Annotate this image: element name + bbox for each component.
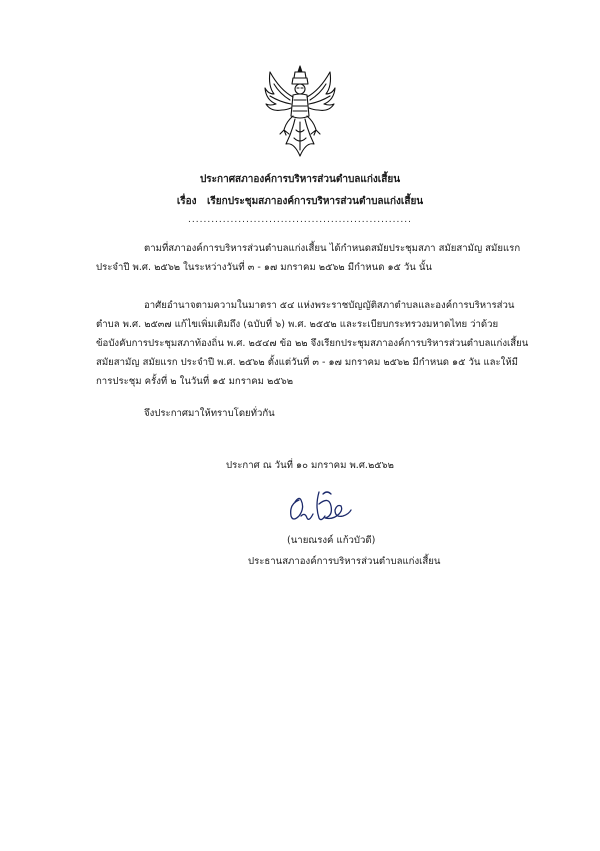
paragraph-line: ประจำปี พ.ศ. ๒๕๖๒ ในระหว่างวันที่ ๓ - ๑๗ มกราคม ๒๕๖๒ มีกำหนด ๑๕ วัน นั้น bbox=[96, 262, 432, 273]
paragraph-line: การประชุม ครั้งที่ ๒ ในวันที่ ๑๕ มกราคม ๒๕๖๒ bbox=[96, 376, 294, 387]
paragraph-line: ตามที่สภาองค์การบริหารส่วนตำบลแก่งเสี้ยน ได้กำหนดสมัยประชุมสภา สมัยสามัญ สมัยแรก bbox=[144, 243, 521, 254]
paragraph-line: ข้อบังคับการประชุมสภาท้องถิ่น พ.ศ. ๒๕๔๗ ข้อ ๒๒ จึงเรียกประชุมสภาองค์การบริหารส่วนตำบลแก่งเสี้ยน bbox=[96, 338, 529, 349]
announcement-heading: ประกาศสภาองค์การบริหารส่วนตำบลแก่งเสี้ยน bbox=[199, 174, 401, 185]
paragraph-line: สมัยสามัญ สมัยแรก ประจำปี พ.ศ. ๒๕๖๒ ตั้งแต่วันที่ ๓ - ๑๗ มกราคม ๒๕๖๒ มีกำหนด ๑๕ วัน และให้มี bbox=[96, 357, 518, 368]
subject-label: เรื่อง bbox=[176, 196, 197, 207]
announcement-date: ประกาศ ณ วันที่ ๑๐ มกราคม พ.ศ.๒๕๖๒ bbox=[226, 460, 394, 471]
handwritten-signature bbox=[285, 486, 355, 528]
subject-line bbox=[0, 194, 600, 209]
paragraph-background bbox=[96, 239, 521, 277]
separator-dots: .......................................................... bbox=[188, 215, 412, 225]
paragraph-line: อาศัยอำนาจตามความในมาตรา ๕๔ แห่งพระราชบัญญัติสภาตำบลและองค์การบริหารส่วน bbox=[144, 300, 515, 311]
signer-position: ประธานสภาองค์การบริหารส่วนตำบลแก่งเสี้ยน bbox=[248, 556, 441, 567]
paragraph-authority bbox=[96, 296, 529, 391]
signer-name: (นายณรงค์ แก้วบัวดี) bbox=[287, 535, 376, 546]
paragraph-closing: จึงประกาศมาให้ทราบโดยทั่วกัน bbox=[144, 408, 275, 419]
paragraph-line: ตำบล พ.ศ. ๒๕๓๗ แก้ไขเพิ่มเติมถึง (ฉบับที่ ๖) พ.ศ. ๒๕๕๒ และระเบียบกระทรวงมหาดไทย ว่าด้วย bbox=[96, 319, 499, 330]
subject-text: เรียกประชุมสภาองค์การบริหารส่วนตำบลแก่งเสี้ยน bbox=[207, 196, 424, 207]
garuda-emblem-icon bbox=[262, 64, 338, 160]
